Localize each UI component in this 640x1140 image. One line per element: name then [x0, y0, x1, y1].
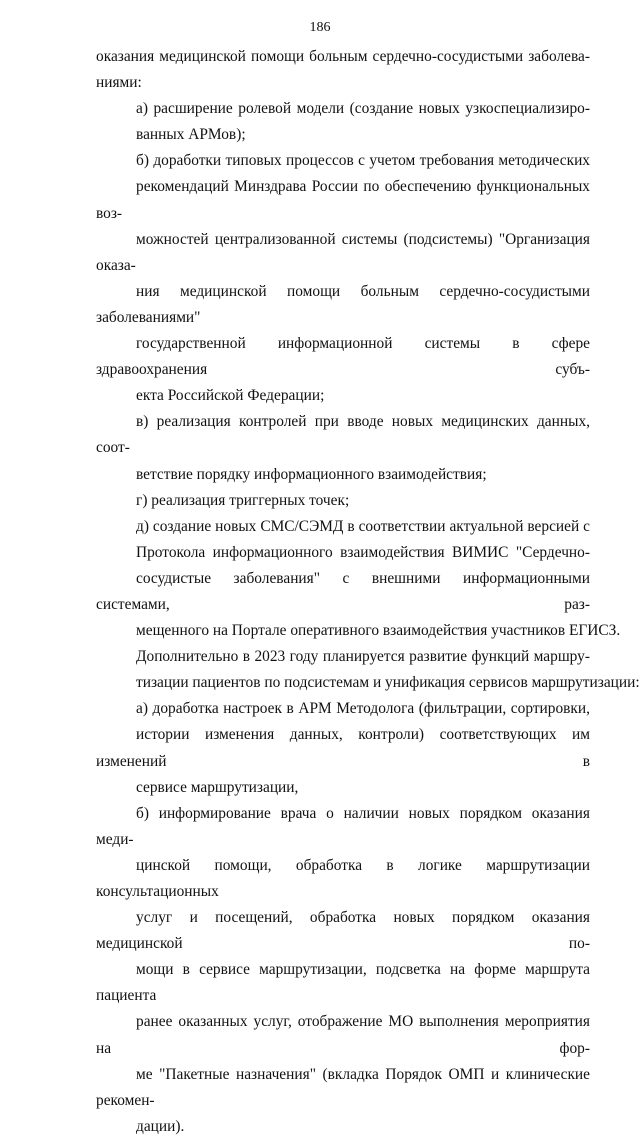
text-line: в) реализация контролей при вводе новых медицинских данных, соот- — [96, 413, 590, 457]
paragraph — [96, 488, 590, 514]
text-line: г) реализация триггерных точек; — [136, 491, 350, 509]
paragraph — [96, 696, 590, 800]
paragraph — [96, 148, 590, 409]
text-line: государственной информационной системы в сфере здравоохранения субъ- — [96, 335, 590, 379]
text-line: цинской помощи, обработка в логике маршрутизации консультационных — [96, 856, 590, 900]
text-line: а) расширение ролевой модели (создание новых узкоспециализиро- — [136, 100, 590, 118]
text-line: сервисе маршрутизации, — [136, 778, 299, 796]
text-line: можностей централизованной системы (подсистемы) "Организация оказа- — [96, 230, 590, 274]
text-line: тизации пациентов по подсистемам и унификация сервисов маршрутизации: — [136, 674, 640, 692]
text-line: рекомендаций Минздрава России по обеспечению функциональных воз- — [96, 178, 590, 222]
paragraph — [96, 96, 590, 148]
text-line: ванных АРМов); — [136, 126, 246, 144]
text-line: ме "Пакетные назначения" (вкладка Порядок ОМП и клинические рекомен- — [96, 1065, 590, 1109]
paragraph — [96, 409, 590, 487]
paragraph — [96, 514, 621, 644]
text-line: ветствие порядку информационного взаимодействия; — [136, 465, 487, 483]
paragraph — [96, 801, 590, 1140]
text-line: а) доработка настроек в АРМ Методолога (фильтрации, сортировки, — [136, 700, 590, 718]
text-line: дации). — [136, 1117, 185, 1135]
text-line: истории изменения данных, контроли) соответствующих им изменений в — [96, 726, 590, 770]
text-line: б) доработки типовых процессов с учетом требования методических — [136, 152, 590, 170]
paragraph — [96, 644, 640, 696]
page-number: 186 — [309, 20, 331, 35]
text-line: ния медицинской помощи больным сердечно-сосудистыми заболеваниями" — [96, 282, 590, 326]
text-line: услуг и посещений, обработка новых порядком оказания медицинской по- — [96, 909, 590, 953]
text-line: екта Российской Федерации; — [136, 387, 325, 405]
text-line: мощи в сервисе маршрутизации, подсветка на форме маршрута пациента — [96, 961, 590, 1005]
text-line: Протокола информационного взаимодействия ВИМИС "Сердечно- — [136, 543, 590, 561]
paragraph — [96, 44, 590, 96]
text-line: Дополнительно в 2023 году планируется развитие функций маршру- — [136, 648, 590, 666]
text-line: сосудистые заболевания" с внешними информационными системами, раз- — [96, 569, 590, 613]
text-line: ранее оказанных услуг, отображение МО выполнения мероприятия на фор- — [96, 1013, 590, 1057]
text-line: б) информирование врача о наличии новых порядком оказания меди- — [96, 804, 590, 848]
text-line: мещенного на Портале оперативного взаимодействия участников ЕГИСЗ. — [136, 622, 621, 640]
document-body — [96, 44, 640, 1140]
text-line: оказания медицинской помощи больным сердечно-сосудистыми заболева- — [96, 48, 590, 65]
text-line: д) создание новых СМС/СЭМД в соответствии актуальной версией с — [136, 517, 590, 535]
text-line: ниями: — [96, 74, 142, 92]
